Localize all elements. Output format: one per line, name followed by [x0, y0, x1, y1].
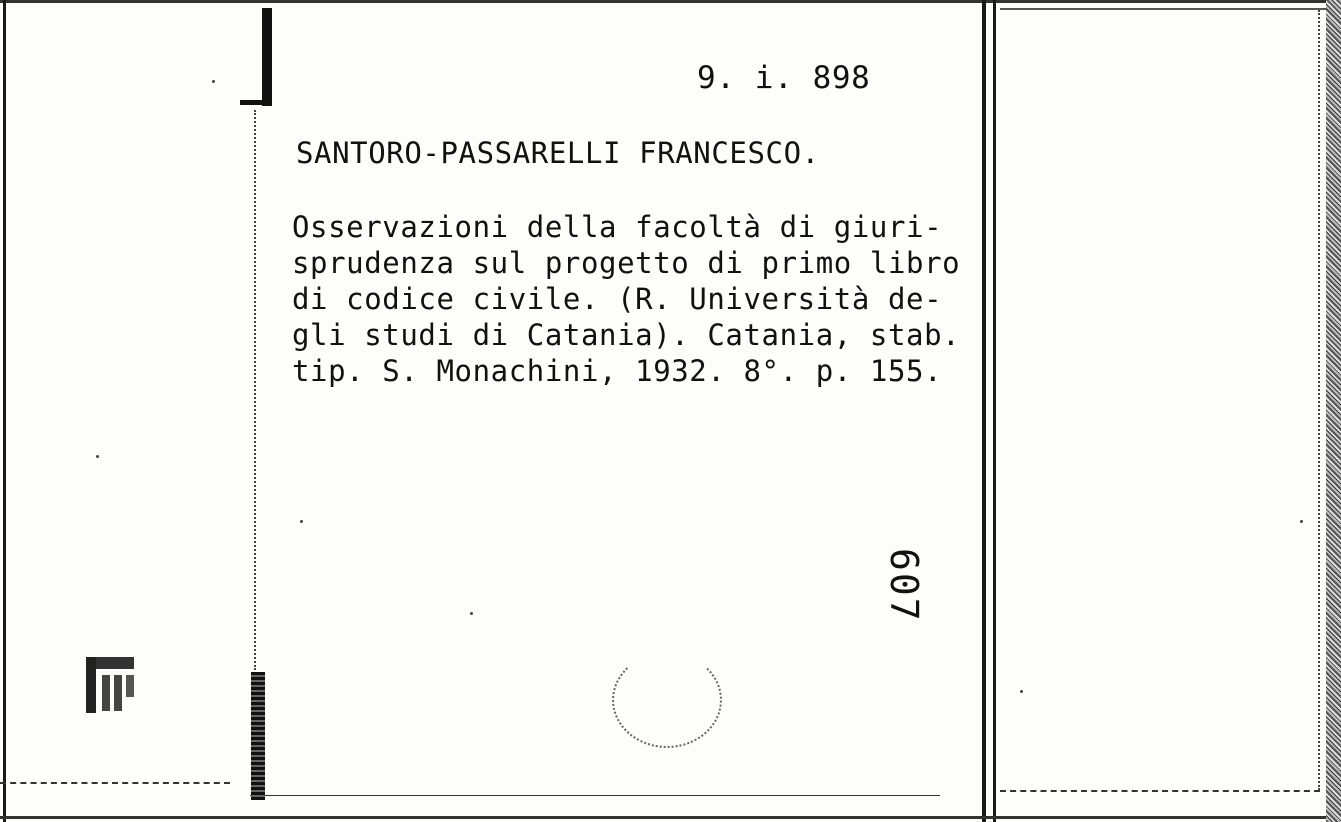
right-dotted-guide	[1318, 10, 1320, 790]
left-dotted-guide	[254, 110, 256, 670]
bottom-dash-right	[1000, 790, 1320, 792]
scan-speck	[470, 612, 473, 615]
scan-speck	[1300, 520, 1303, 523]
scan-speck	[212, 80, 215, 83]
card-border-right	[982, 0, 986, 822]
scan-speck	[300, 520, 303, 523]
card-author: SANTORO-PASSARELLI FRANCESCO.	[296, 136, 820, 170]
binding-bracket-bottom	[251, 672, 265, 800]
scan-speck	[1020, 690, 1023, 693]
binding-bracket-top-foot	[240, 100, 272, 105]
bottom-dash-mid	[250, 795, 940, 796]
scan-edge-strip	[1326, 0, 1341, 822]
description-line: tip. S. Monachini, 1932. 8°. p. 155.	[292, 354, 943, 388]
hole-punch-circle	[612, 652, 722, 748]
description-line: gli studi di Catania). Catania, stab.	[292, 318, 961, 352]
card-border-right-inner	[993, 0, 996, 822]
library-stamp-icon	[84, 655, 136, 715]
shelfmark: 607	[882, 548, 926, 623]
binding-bracket-top	[262, 8, 272, 106]
bottom-dash-left	[0, 782, 230, 784]
description-line: Osservazioni della facoltà di giuri-	[292, 210, 943, 244]
card-border-bottom	[0, 816, 1341, 819]
card-border-top	[0, 0, 1341, 3]
description-line: sprudenza sul progetto di primo libro	[292, 246, 961, 280]
card-border-left	[3, 0, 6, 822]
divider-right	[1000, 8, 1326, 10]
description-line: di codice civile. (R. Università de-	[292, 282, 943, 316]
scan-speck	[96, 455, 99, 458]
card-date: 9. i. 898	[697, 60, 871, 96]
